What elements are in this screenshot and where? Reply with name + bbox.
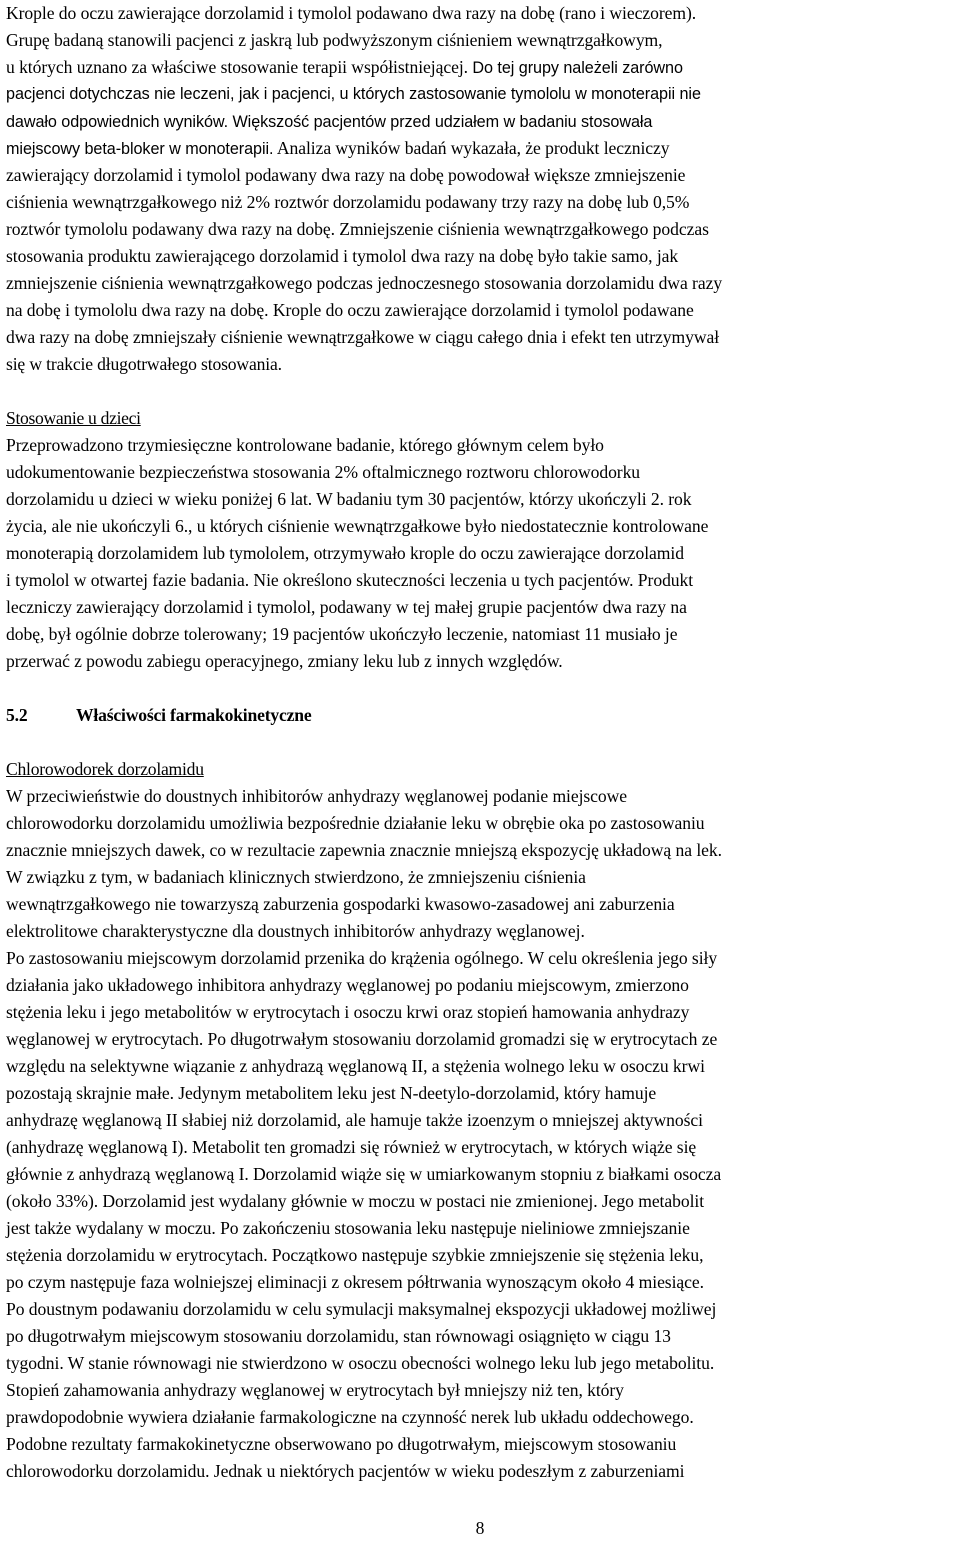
text-line: stężenia leku i jego metabolitów w erytrocytach i osoczu krwi oraz stopień hamowania anhydrazy (6, 1002, 690, 1022)
text-line: jest także wydalany w moczu. Po zakończeniu stosowania leku następuje nieliniowe zmniejszanie (6, 1218, 690, 1238)
text-line: pacjenci dotychczas nie leczeni, jak i pacjenci, u których zastosowanie tymololu w monoterapii nie (6, 85, 701, 103)
text-line: Krople do oczu zawierające dorzolamid i tymolol podawano dwa razy na dobę (rano i wieczorem). (6, 3, 697, 23)
subheading-dorzolamide: Chlorowodorek dorzolamidu (6, 759, 204, 779)
text-line: monoterapią dorzolamidem lub tymololem, otrzymywało krople do oczu zawierające dorzolamid (6, 543, 684, 563)
text-line: dobę, był ogólnie dobrze tolerowany; 19 pacjentów ukończyło leczenie, natomiast 11 musiało je (6, 624, 678, 644)
text-line: W przeciwieństwie do doustnych inhibitorów anhydrazy węglanowej podanie miejscowe (6, 786, 628, 806)
text-line: głównie z anhydrazą węglanową I. Dorzolamid wiąże się w umiarkowanym stopniu z białkami osocza (6, 1164, 722, 1184)
text-line: zmniejszenie ciśnienia wewnątrzgałkowego podczas jednoczesnego stosowania dorzolamidu dwa razy (6, 273, 723, 293)
text-run: roztwór tymololu podawany dwa razy na dobę. (6, 219, 335, 239)
text-run: u których uznano za właściwe stosowanie terapii współistniejącej. (6, 57, 468, 77)
text-line: przerwać z powodu zabiegu operacyjnego, zmiany leku lub z innych względów. (6, 651, 563, 671)
page-number: 8 (475, 1518, 485, 1538)
text-run: miejscowy beta-bloker w monoterapii. (6, 140, 274, 158)
text-line: pozostają skrajnie małe. Jedynym metabolitem leku jest N-deetylo-dorzolamid, który hamuje (6, 1083, 657, 1103)
text-line: anhydrazę węglanową II słabiej niż dorzolamid, ale hamuje także izoenzym o mniejszej aktywności (6, 1110, 703, 1130)
text-line: i tymolol w otwartej fazie badania. Nie określono skuteczności leczenia u tych pacjentów. Produkt (6, 570, 694, 590)
text-line: stężenia dorzolamidu w erytrocytach. Początkowo następuje szybkie zmniejszenie się stężenia leku, (6, 1245, 704, 1265)
text-line: (około 33%). Dorzolamid jest wydalany głównie w moczu w postaci nie zmienionej. Jego metabolit (6, 1191, 705, 1211)
text-line: działania jako układowego inhibitora anhydrazy węglanowej po podaniu miejscowym, zmierzono (6, 975, 689, 995)
text-line: prawdopodobnie wywiera działanie farmakologiczne na czynność nerek lub układu oddechowego. (6, 1407, 694, 1427)
text-line: dwa razy na dobę zmniejszały ciśnienie wewnątrzgałkowe w ciągu całego dnia i efekt ten utrzymywał (6, 327, 720, 347)
text-line: chlorowodorku dorzolamidu umożliwia bezpośrednie działanie leku w obrębie oka po zastosowaniu (6, 813, 705, 833)
spacer (6, 675, 960, 702)
text-line: tygodni. W stanie równowagi nie stwierdzono w osoczu obecności wolnego leku lub jego metabolitu. (6, 1353, 715, 1373)
subheading-children: Stosowanie u dzieci (6, 408, 141, 428)
text-line: Stopień zahamowania anhydrazy węglanowej w erytrocytach był mniejszy niż ten, który (6, 1380, 624, 1400)
text-line: Po doustnym podawaniu dorzolamidu w celu symulacji maksymalnej ekspozycji układowej możliwej (6, 1299, 717, 1319)
text-line: zawierający dorzolamid i tymolol podawany dwa razy na dobę powodował większe zmniejszenie (6, 165, 686, 185)
text-line: Grupę badaną stanowili pacjenci z jaskrą lub podwyższonym ciśnieniem wewnątrzgałkowym, (6, 30, 663, 50)
text-run: dawało odpowiednich wyników. (6, 113, 229, 131)
text-line: Przeprowadzono trzymiesięczne kontrolowane badanie, którego głównym celem było (6, 435, 604, 455)
text-line: względu na selektywne wiązanie z anhydrazą węglanową II, a stężenia wolnego leku w osoczu krwi (6, 1056, 705, 1076)
text-run: Zmniejszenie ciśnienia wewnątrzgałkowego podczas (334, 219, 709, 239)
paragraph-clinical-results (6, 0, 960, 378)
text-line (6, 54, 960, 81)
text-run: Do tej grupy należeli zarówno (467, 59, 683, 77)
text-run: Analiza wyników badań wykazała, że produkt leczniczy (273, 138, 670, 158)
spacer (6, 729, 960, 756)
text-line: wewnątrzgałkowego nie towarzyszą zaburzenia gospodarki kwasowo-zasadowej ani zaburzenia (6, 894, 675, 914)
text-line: dorzolamidu u dzieci w wieku poniżej 6 lat. W badaniu tym 30 pacjentów, którzy ukończyli 2. rok (6, 489, 692, 509)
text-line: leczniczy zawierający dorzolamid i tymolol, podawany w tej małej grupie pacjentów dwa razy na (6, 597, 687, 617)
text-line: udokumentowanie bezpieczeństwa stosowania 2% oftalmicznego roztworu chlorowodorku (6, 462, 641, 482)
section-dorzolamide (6, 756, 960, 1485)
text-line: stosowania produktu zawierającego dorzolamid i tymolol dwa razy na dobę było takie samo, jak (6, 246, 679, 266)
text-line: znacznie mniejszych dawek, co w rezultacie zapewnia znacznie mniejszą ekspozycję układową na lek. (6, 840, 722, 860)
spacer (6, 378, 960, 405)
text-line: elektrolitowe charakterystyczne dla doustnych inhibitorów anhydrazy węglanowej. (6, 921, 585, 941)
text-line (6, 297, 960, 324)
text-line: życia, ale nie ukończyli 6., u których ciśnienie wewnątrzgałkowe było niedostatecznie kontrolowane (6, 516, 709, 536)
text-run: Krople do oczu zawierające dorzolamid i tymolol podawane (268, 300, 694, 320)
text-line: Podobne rezultaty farmakokinetyczne obserwowano po długotrwałym, miejscowym stosowaniu (6, 1434, 677, 1454)
text-line: się w trakcie długotrwałego stosowania. (6, 354, 282, 374)
text-line: ciśnienia wewnątrzgałkowego niż 2% roztwór dorzolamidu podawany trzy razy na dobę lub 0,5% (6, 192, 690, 212)
text-run: na dobę i tymololu dwa razy na dobę. (6, 300, 269, 320)
text-line: po czym następuje faza wolniejszej eliminacji z okresem półtrwania wynoszącym około 4 miesiące. (6, 1272, 704, 1292)
text-line (6, 135, 960, 162)
text-line: węglanowej w erytrocytach. Po długotrwałym stosowaniu dorzolamid gromadzi się w erytrocytach ze (6, 1029, 718, 1049)
text-line: W związku z tym, w badaniach klinicznych stwierdzono, że zmniejszeniu ciśnienia (6, 867, 586, 887)
text-line: (anhydrazę węglanową I). Metabolit ten gromadzi się również w erytrocytach, w których wiąże się (6, 1137, 697, 1157)
section-children (6, 405, 960, 675)
text-line: po długotrwałym miejscowym stosowaniu dorzolamidu, stan równowagi osiągnięto w ciągu 13 (6, 1326, 671, 1346)
text-line (6, 216, 960, 243)
section-title: Właściwości farmakokinetyczne (76, 705, 312, 725)
section-heading (6, 702, 960, 729)
text-run: Większość pacjentów przed udziałem w badaniu stosowała (228, 113, 653, 131)
document-page (6, 0, 960, 1485)
text-line: Po zastosowaniu miejscowym dorzolamid przenika do krążenia ogólnego. W celu określenia jego siły (6, 948, 718, 968)
text-line: chlorowodorku dorzolamidu. Jednak u niektórych pacjentów w wieku podeszłym z zaburzeniami (6, 1461, 685, 1481)
section-number: 5.2 (6, 705, 28, 725)
text-line (6, 108, 960, 135)
